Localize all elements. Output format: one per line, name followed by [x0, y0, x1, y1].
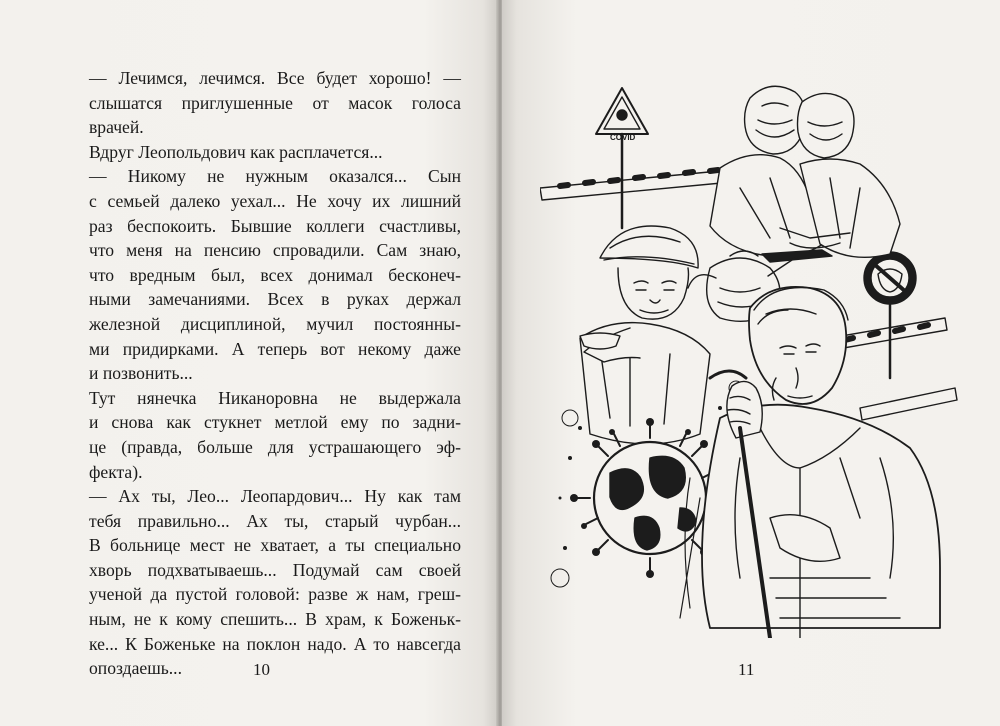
text-line: что меня на пенсию спровадили. Сам знаю,: [89, 240, 461, 261]
doctors-in-ppe: [710, 86, 900, 262]
text-line: хворь подхватываешь... Подумай сам своей: [89, 559, 461, 580]
text-paragraph: [89, 164, 461, 385]
text-line: ученой да пустой головой: разве ж нам, греш-: [89, 584, 461, 605]
text-line: что вредным был, всех донимал бесконеч-: [89, 264, 461, 285]
text-line: ным, не к кому спешить... В храм, к Боженьк-: [89, 609, 461, 630]
right-page-number: 11: [738, 660, 755, 679]
text-line: — Лечимся, лечимся. Все будет хорошо! —: [89, 68, 461, 88]
text-line: опоздаешь...: [89, 658, 182, 679]
text-line: с семьей далеко уехал... Не хочу их лишний: [89, 190, 461, 211]
covid-sign-label: COVID: [610, 133, 636, 142]
text-line: Тут нянечка Никаноровна не выдержала: [89, 387, 461, 408]
mask-required-sign: [864, 252, 916, 378]
text-line: и позвонить...: [89, 363, 193, 384]
left-page-number: 10: [253, 660, 270, 679]
text-line: раз беспокоить. Бывшие коллеги счастливы,: [89, 215, 461, 236]
text-line: тебя правильно... Ах ты, старый чурбан...: [89, 510, 461, 531]
hospital-illustration: [540, 78, 960, 638]
text-line: Вдруг Леопольдович как расплачется...: [89, 141, 383, 162]
text-line: ными замечаниями. Всех в руках держал: [89, 289, 461, 310]
text-paragraph: [89, 66, 461, 140]
covid-warning-sign: [596, 88, 648, 228]
text-line: врачей.: [89, 117, 144, 138]
text-line: слышатся приглушенные от масок голоса: [89, 92, 461, 113]
text-line: В больнице мест не хватает, а ты специально: [89, 535, 461, 556]
text-paragraph: [89, 386, 461, 484]
text-line: — Никому не нужным оказался... Сын: [89, 166, 461, 187]
left-page-text: [89, 66, 461, 681]
text-line: ми придирками. А теперь вот некому даже: [89, 338, 461, 359]
text-line: — Ах ты, Лео... Леопардович... Ну как там: [89, 486, 461, 507]
text-line: и снова как стукнет метлой ему по задни-: [89, 412, 461, 433]
text-paragraph: [89, 140, 461, 165]
text-line: ке... К Боженьке на поклон надо. А то навсегда: [89, 633, 461, 654]
text-line: фекта).: [89, 461, 143, 482]
text-paragraph: [89, 484, 461, 681]
left-page: [0, 0, 498, 726]
text-line: железной дисциплиной, мучил постоянны-: [89, 313, 461, 334]
old-man-with-cane: [680, 287, 940, 638]
text-line: це (правда, больше для устрашающего эф-: [89, 436, 461, 457]
